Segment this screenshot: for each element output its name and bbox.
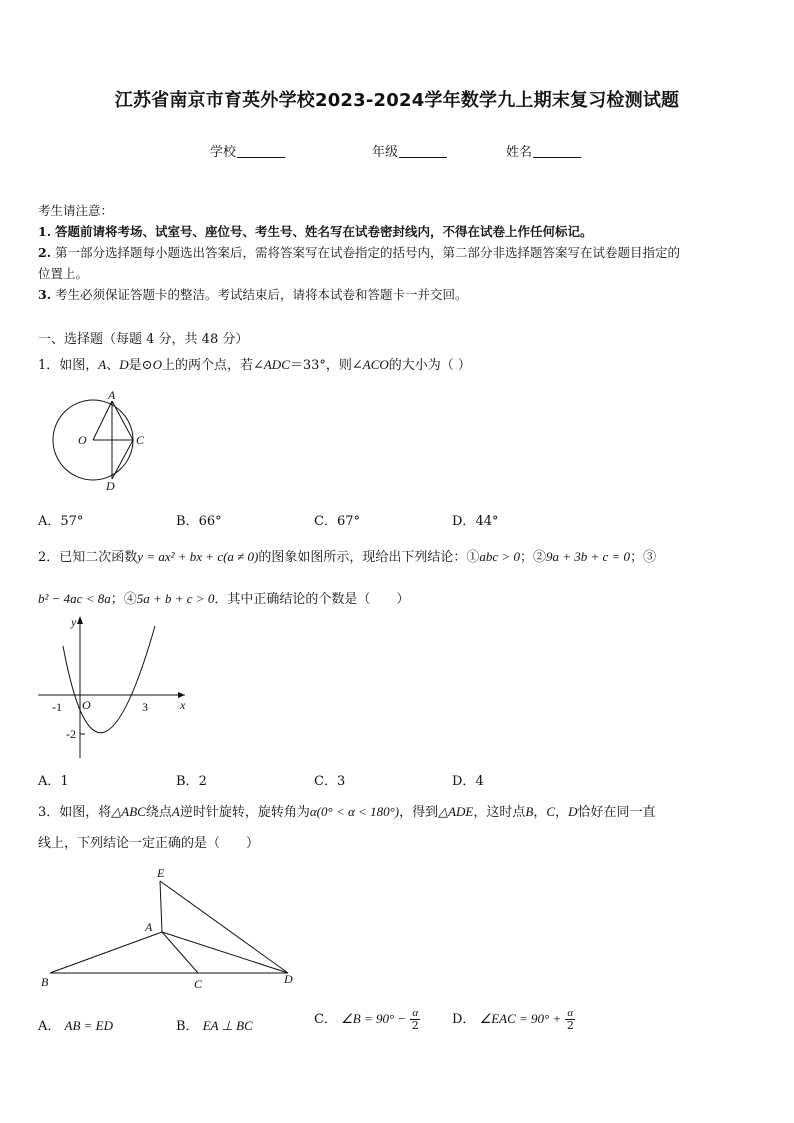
q1-option-d[interactable]: D．44° (452, 514, 499, 529)
q3-option-b[interactable]: B． EA ⊥ BC (176, 1018, 253, 1034)
notice-item-3: 3. 考生必须保证答题卡的整洁。考试结束后，请将本试卷和答题卡一并交回。 (38, 287, 468, 302)
q2-option-c[interactable]: C．3 (314, 774, 346, 789)
label-d: D (106, 479, 115, 493)
notice-item-1: 1. 答题前请将考场、试室号、座位号、考生号、姓名写在试卷密封线内，不得在试卷上作任何标记。 (38, 224, 593, 239)
label-3: 3 (142, 700, 148, 714)
label-o: O (78, 433, 87, 447)
question-3-stem-line1: 3．如图，将△ABC绕点A逆时针旋转，旋转角为α(0° < α < 180°)，得到△ADE，这时点B，C，D恰好在同一直 (38, 804, 656, 820)
name-field[interactable]: 姓名 (506, 141, 581, 160)
label-a: A (145, 920, 153, 934)
page-title: 江苏省南京市育英外学校2023-2024学年数学九上期末复习检测试题 (114, 90, 680, 111)
section-heading: 一、选择题（每题 4 分，共 48 分） (38, 332, 249, 347)
label-x: x (180, 698, 186, 712)
question-3-figure (36, 862, 306, 992)
question-2-graph (35, 612, 195, 762)
q3-option-a[interactable]: A． AB = ED (38, 1018, 114, 1034)
label-b: B (41, 975, 49, 989)
q1-option-a[interactable]: A．57° (38, 514, 84, 529)
parabola (63, 626, 155, 733)
question-3-stem-line2: 线上，下列结论一定正确的是（ ） (38, 836, 260, 851)
question-2-stem-line2: b² − 4ac < 8a；④5a + b + c > 0．其中正确结论的个数是（ ） (38, 591, 410, 607)
label-c: C (194, 977, 203, 991)
q2-option-d[interactable]: D．4 (452, 774, 484, 789)
label-e: E (157, 866, 165, 880)
q2-option-b[interactable]: B．2 (176, 774, 207, 789)
question-1-figure (40, 385, 160, 495)
school-field[interactable]: 学校 (210, 141, 285, 160)
label-minus1: -1 (52, 700, 62, 714)
q2-option-a[interactable]: A．1 (38, 774, 69, 789)
q3-option-d[interactable]: D． ∠EAC = 90° + $\frac{\alpha}{2}$ (452, 1007, 574, 1032)
notice-item-2-cont: 位置上。 (38, 266, 89, 281)
q1-option-c[interactable]: C．67° (314, 514, 360, 529)
label-d: D (284, 972, 293, 986)
q3-option-c[interactable]: C． ∠B = 90° − $\frac{\alpha}{2}$ (314, 1007, 419, 1032)
notice-item-2: 2. 第一部分选择题每小题选出答案后，需将答案写在试卷指定的括号内，第二部分非选择题答案写在试卷题目指定的 (38, 245, 681, 260)
label-a: A (108, 388, 116, 402)
question-2-stem-line1: 2．已知二次函数y = ax² + bx + c(a ≠ 0)的图象如图所示，现给出下列结论：①abc > 0；②9a + 3b + c = 0；③ (38, 549, 657, 565)
question-1-stem: 1．如图，A、D是⊙O上的两个点，若∠ADC＝33°，则∠ACO的大小为（ ） (38, 357, 471, 373)
notice-heading: 考生请注意： (38, 203, 114, 218)
label-minus2: -2 (66, 727, 76, 741)
label-y: y (71, 615, 77, 629)
grade-field[interactable]: 年级 (372, 141, 447, 160)
label-o: O (82, 698, 91, 712)
label-c: C (136, 433, 145, 447)
q1-option-b[interactable]: B．66° (176, 514, 222, 529)
